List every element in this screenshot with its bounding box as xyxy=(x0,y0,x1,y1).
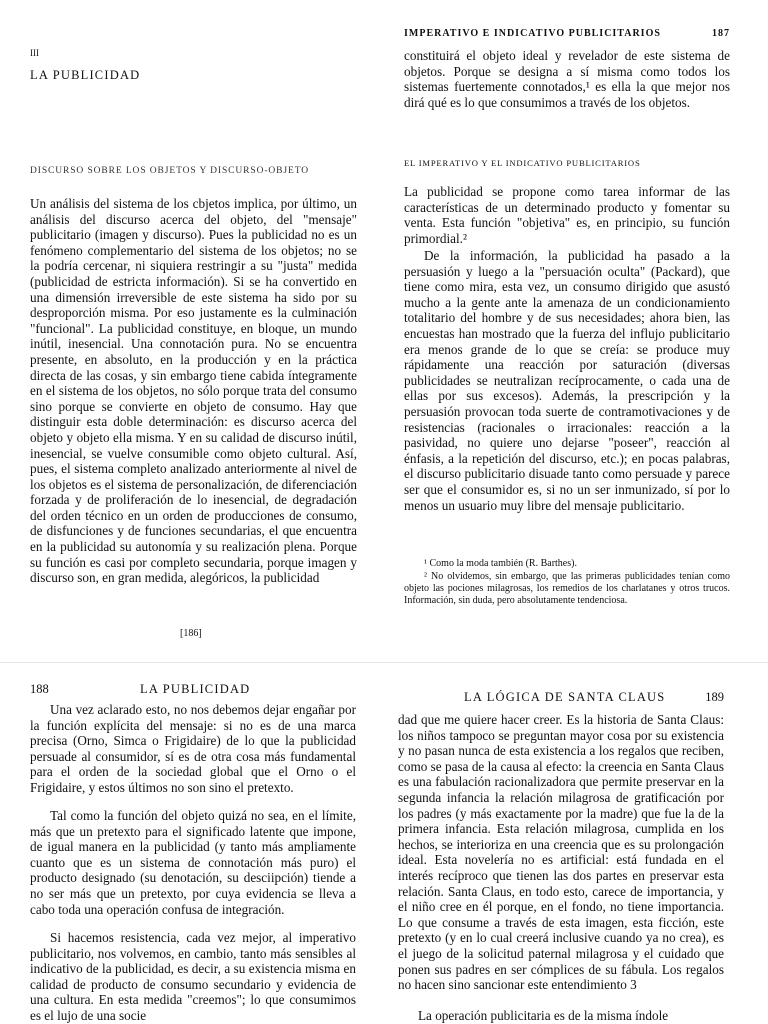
footnote-2: ² No olvidemos, sin embargo, que las primeras publicidades tenían como objeto las pociones milagrosas, los remedios de los charlatanes y otros trucos. Información, sin duda, pero absolutamente tendenciosa. xyxy=(404,571,730,606)
paragraph-2: De la información, la publicidad ha pasado a la persuasión y luego a la "persuación oculta" (Packard), que tiene como mira, esta vez, un consumo dirigido que asustó mucho a la gente ante la amenaza de un condicionamiento totalitario del hombre y de sus necesidades; ahora bien, las encuestas han mostrado que la fuerza del influjo publicitario era menos grande de lo que se creía: se produce muy rápidamente una reacción por saturación (diversas publicidades se neutralizan recíprocamente, o cada una de ellas por sus excesos). Además, la prescripción y la persuasión provocan toda suerte de contramotivaciones y de resistencias (racionales o irracionales: reacción a la pasividad, no quiere uno dejarse "poseer", reacción al énfasis, a la repetición del discurso, etc.); en pocas palabras, el discurso publicitario disuade tanto como persuade y parece ser que el consumidor es, si no un ser inmunizado, sí por lo menos un usuario muy libre del mensaje publicitario. xyxy=(404,248,730,513)
footnote-1: ¹ Como la moda también (R. Barthes). xyxy=(424,558,577,569)
paragraph-3: Si hacemos resistencia, cada vez mejor, al imperativo publicitario, nos volvemos, en cambio, tanto más sensibles al indicativo de la publicidad, es decir, a su existencia misma en calidad de producto de consumo secundario y evidencia de una cultura. En esta medida "creemos"; lo que consumimos es el lujo de una socie xyxy=(30,930,356,1023)
paragraph-2: Tal como la función del objeto quizá no sea, en el límite, más que un pretexto para el significado latente que impone, de igual manera en la publicidad (y tanto más ampliamente cuanto que es un sistema de connotación más puro) el producto designado (su denotación, su desciipción) tiende a no ser más que un pretexto, por cuya evidencia se lleva a cabo toda una operación confusa de integración. xyxy=(30,808,356,917)
paragraph-2: La operación publicitaria es de la misma índole xyxy=(418,1008,669,1023)
paragraph-1: Una vez aclarado esto, no nos debemos dejar engañar por la función explícita del mensaje: si no es de una marca precisa (Orno, Simca o Frigidaire) de lo que la publicidad persuade al consumidor, sí es de otra cosa más fundamental para el orden de la sociedad global que el Orno o el Frigidaire, y estos últimos no son sino el pretexto. xyxy=(30,702,356,795)
page-188 xyxy=(30,682,356,1024)
paragraph-1: La publicidad se propone como tarea informar de las características de un determinado producto y fomentar su venta. Esta función "objetiva" es, en principio, su función primordial.² xyxy=(404,184,730,246)
page-number: 189 xyxy=(705,690,724,704)
chapter-number: III xyxy=(30,48,39,58)
running-head: LA LÓGICA DE SANTA CLAUS xyxy=(464,690,666,704)
page-folio: [186] xyxy=(180,628,202,639)
body-text: Un análisis del sistema de los cbjetos implica, por último, un análisis del discurso acerca del objeto, del "mensaje" publicitario (imagen y discurso). Pues la publicidad no es un fenómeno complementario del sistema de los objetos; no se la podría cercenar, ni siquiera restringir a su "justa" medida (publicidad de estricta información). Si se ha convertido en una dimensión irreversible de este sistema ha sido por su desproporción misma. Por eso justamente es la culminación "funcional". La publicidad constituye, en bloque, un mundo inútil, inesencial. Una connotación pura. No se encuentra presente, en absoluto, en la producción y en la práctica directa de las cosas, y sin embargo tiene cabida íntegramente en el sistema de los objetos, no sólo porque trata del consumo sino porque se convierte en objeto de consumo. Hay que distinguir esta doble determinación: es discurso acerca del objeto y objeto ella misma. Y en su calidad de discurso inútil, inesencial, se vuelve consumible como objeto cultural. Así, pues, el sistema completo analizado anteriormente al nivel de los objetos es el sistema de personalización, de diferenciación forzada y de proliferación de lo inesencial, de degradación del orden técnico en un orden de producciones de consumo, de disfunciones y de funciones secundarias, el que encuentra en la publicidad su autonomía y su realización plena. Porque su función es casi por completo secundaria, porque imagen y discurso son, en gran medida, alegóricos, la publicidad xyxy=(30,196,357,586)
page-187 xyxy=(404,28,730,648)
running-head: LA PUBLICIDAD xyxy=(140,682,251,696)
page-186 xyxy=(30,40,357,640)
running-head: IMPERATIVO E INDICATIVO PUBLICITARIOS xyxy=(404,28,661,39)
paragraph-1: dad que me quiere hacer creer. Es la historia de Santa Claus: los niños tampoco se preguntan mayor cosa por su existencia y no pasan nunca de esta existencia a los regalos que reciben, como se pasa de la causa al efecto: la creencia en Santa Claus es una fabulación racionalizadora que permite preservar en la segunda infancia la relación milagrosa de gratificación por los padres (y más exactamente por la madre) que fue la de la primera infancia. Esta relación milagrosa, cumplida en los hechos, se interioriza en una creencia que es su prolongación ideal. Esta novelería no es artificial: está fundada en el interés recíproco que tienen las dos partes en preservar esta relación. Santa Claus, en todo esto, carece de importancia, y el niño cree en él porque, en el fondo, no tiene importancia. Lo que consume a través de esta imagen, esta ficción, este pretexto (y en lo cual creerá inclusive cuando ya no crea), es el juego de la solicitud paternal milagrosa y el cuidado que ponen sus padres en ser cómplices de su fábula. Los regalos no hacen sino sancionar este entendimiento 3 xyxy=(398,712,724,993)
section-title: DISCURSO SOBRE LOS OBJETOS Y DISCURSO-OBJETO xyxy=(30,166,309,176)
page-number: 187 xyxy=(712,28,730,39)
section-title: EL IMPERATIVO Y EL INDICATIVO PUBLICITARIOS xyxy=(404,158,641,168)
page-189 xyxy=(398,690,724,1024)
page-divider xyxy=(0,662,768,663)
intro-text: constituirá el objeto ideal y revelador de este sistema de objetos. Porque se designa a sí misma como todos los sistemas fuertemente connotados,¹ es ella la que mejor nos dirá qué es lo que consumimos a través de los objetos. xyxy=(404,48,730,110)
page-number: 188 xyxy=(30,682,49,696)
chapter-title: LA PUBLICIDAD xyxy=(30,68,141,82)
